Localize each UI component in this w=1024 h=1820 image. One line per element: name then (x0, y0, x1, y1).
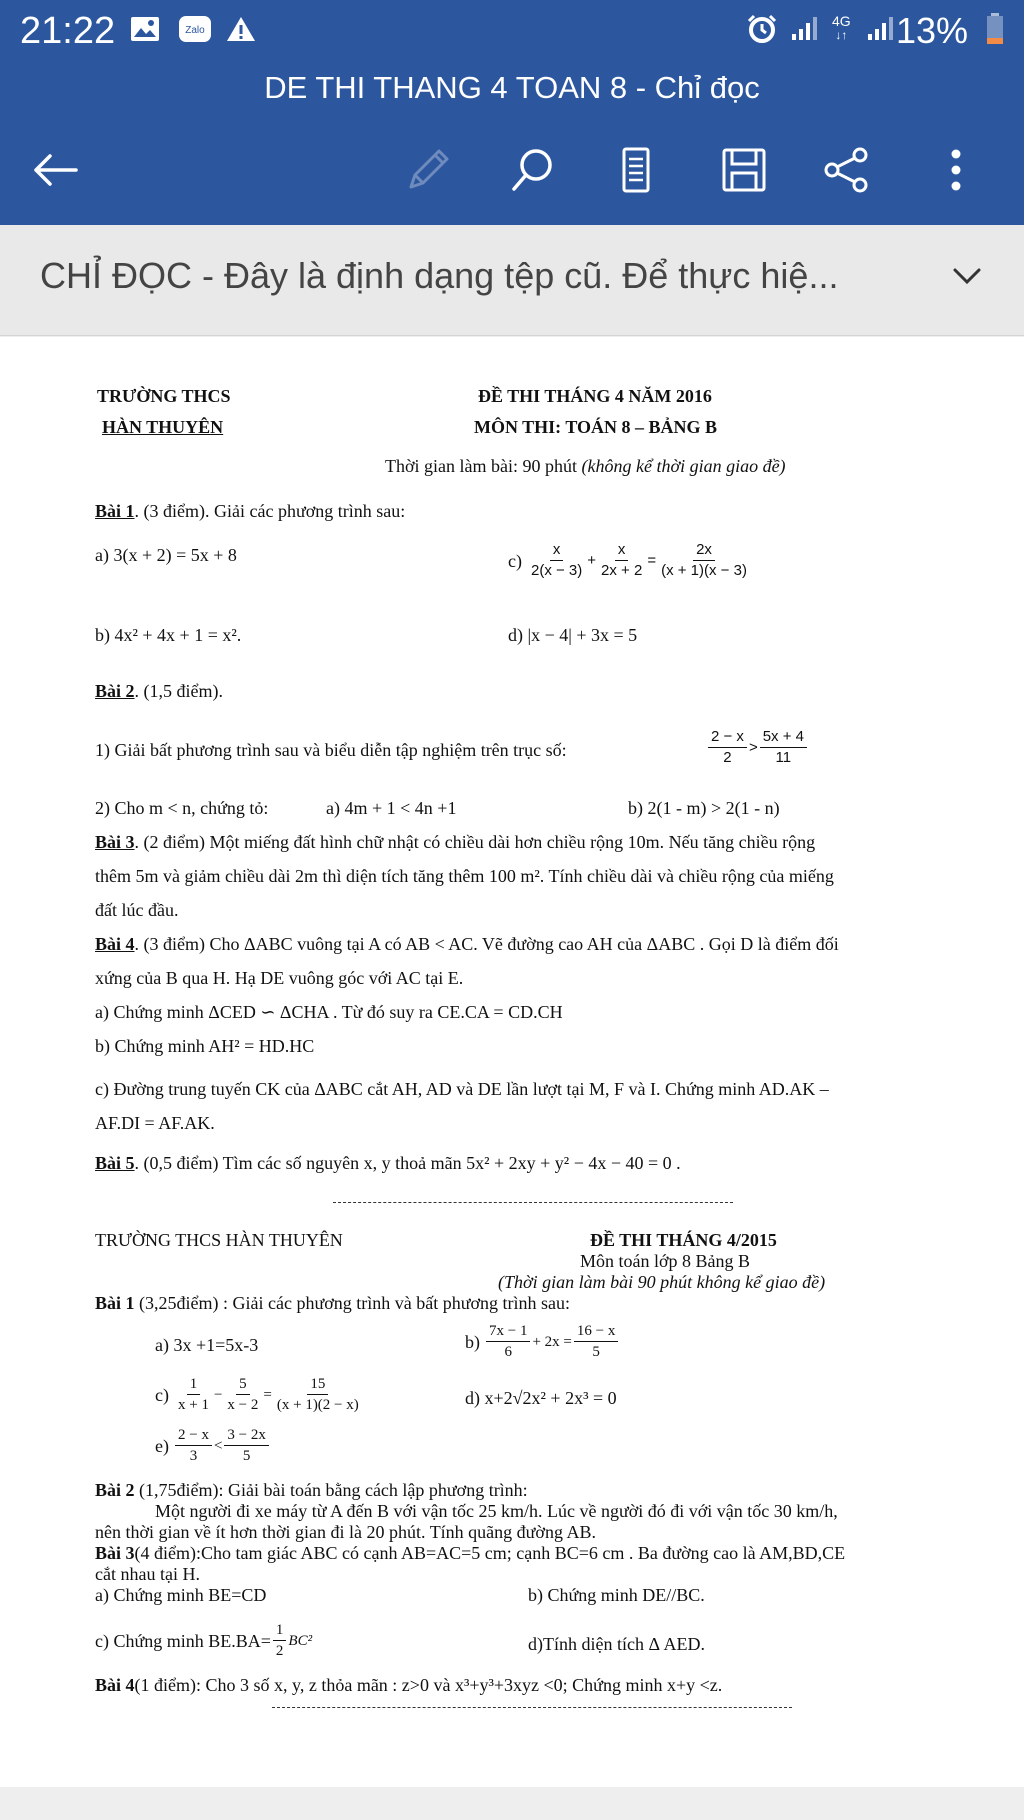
exam1-q-d: d) |x − 4| + 3x = 5 (508, 625, 638, 645)
chevron-down-icon (950, 259, 984, 293)
exam2-bai1-e (155, 1425, 271, 1466)
search-icon (508, 145, 558, 195)
exam2-bai1-heading (95, 1292, 570, 1314)
exam1-bai2-2: 2) Cho m < n, chứng tỏ: (95, 798, 269, 818)
frac-numerator: 7x − 1 (486, 1321, 530, 1342)
frac-numerator: 2 − x (708, 727, 747, 748)
section-divider (333, 1202, 733, 1203)
frac-numerator: 5 (236, 1374, 250, 1395)
back-button[interactable] (25, 140, 85, 200)
exam1-bai4-a: a) Chứng minh ΔCED ∽ ΔCHA . Từ đó suy ra CE.CA = CD.CH (95, 1002, 563, 1022)
battery-percent: 13% (895, 10, 968, 51)
exam2-bai2-line1: Một người đi xe máy từ A đến B với vận tốc 25 km/h. Lúc về người đó đi với vận tốc 30 km/h, (155, 1501, 838, 1521)
frac-numerator: 2 − x (175, 1425, 212, 1446)
save-button[interactable] (714, 140, 774, 200)
exam2-c-frac3 (274, 1374, 362, 1415)
exam1-bai4-line1 (95, 933, 839, 955)
frac-numerator: 2x (693, 540, 715, 561)
zalo-icon (178, 14, 212, 44)
frac-denominator: 2 (275, 1643, 284, 1659)
frac-denominator: 2(x − 3) (530, 562, 583, 579)
frac-denominator: 2 (723, 749, 732, 766)
exam2-bai3-c (95, 1620, 312, 1661)
exam2-bai1-c (155, 1374, 364, 1415)
exam1-bai4-label: Bài 4 (95, 934, 135, 954)
plus-sign: + (587, 551, 597, 569)
pen-icon (403, 145, 453, 195)
exam1-q-c-frac2 (598, 540, 645, 581)
bottom-gutter (0, 1787, 1024, 1820)
warning-icon (226, 14, 256, 44)
exam1-bai2-inequality (706, 727, 809, 768)
exam1-bai1-heading (95, 500, 405, 522)
exam1-time (385, 455, 786, 477)
exam1-bai3-text: . (2 điểm) Một miếng đất hình chữ nhật có chiều dài hơn chiều rộng 10m. Nếu tăng chiều rộng (134, 832, 816, 852)
exam1-bai3-line2: thêm 5m và giảm chiều dài 2m thì diện tích tăng thêm 100 m². Tính chiều dài và chiều rộng của miếng (95, 866, 834, 886)
exam1-q-c-frac1 (528, 540, 585, 581)
exam2-b-frac2 (574, 1321, 618, 1362)
read-only-banner[interactable] (0, 225, 1024, 336)
equals-sign: = (647, 551, 657, 569)
frac-denominator: 5 (242, 1448, 251, 1464)
exam1-bai2-text: . (1,5 điểm). (134, 681, 223, 701)
expand-banner-button[interactable] (950, 259, 984, 298)
frac-denominator: (x + 1)(2 − x) (276, 1397, 359, 1413)
frac-denominator: x + 1 (177, 1397, 209, 1413)
less-sign: < (213, 1437, 223, 1454)
frac-numerator: 3 − 2x (224, 1425, 268, 1446)
exam2-e-frac1 (175, 1425, 212, 1466)
exam1-time-text: Thời gian làm bài: 90 phút (385, 456, 577, 476)
exam1-bai3-line3: đất lúc đầu. (95, 900, 179, 920)
banner-message: CHỈ ĐỌC - Đây là định dạng tệp cũ. Để thực hiệ... (40, 255, 839, 296)
data-arrows-icon: ↓↑ (835, 28, 848, 42)
exam2-e-frac2 (224, 1425, 268, 1466)
network-label: 4G (832, 13, 851, 29)
exam1-bai5-label: Bài 5 (95, 1153, 135, 1173)
end-divider (272, 1707, 792, 1708)
exam1-bai5-text: . (0,5 điểm) Tìm các số nguyên x, y thoả mãn 5x² + 2xy + y² − 4x − 40 = 0 . (134, 1153, 681, 1173)
exam2-bai3-a: a) Chứng minh BE=CD (95, 1585, 267, 1605)
exam2-b-frac1 (486, 1321, 530, 1362)
exam2-bai3-c-frac (273, 1620, 287, 1661)
frac-numerator: 5x + 4 (760, 727, 807, 748)
back-arrow-icon (30, 150, 80, 190)
share-button[interactable] (817, 140, 877, 200)
exam1-subject: MÔN THI: TOÁN 8 – BẢNG B (474, 417, 718, 437)
document-title: DE THI THANG 4 TOAN 8 - Chỉ đọc (264, 70, 760, 105)
exam1-bai2-frac1 (708, 727, 747, 768)
toolbar (0, 110, 1024, 225)
frac-denominator: x − 2 (227, 1397, 259, 1413)
frac-denominator: 6 (504, 1344, 512, 1360)
exam2-bai2-line2: nên thời gian về ít hơn thời gian đi là 20 phút. Tính quãng đường AB. (95, 1522, 596, 1542)
exam1-bai1-text: . (3 điểm). Giải các phương trình sau: (134, 501, 406, 521)
exam1-bai4-c-line1: c) Đường trung tuyến CK của ΔABC cắt AH, AD và DE lần lượt tại M, F và I. Chứng minh AD.AK – (95, 1079, 829, 1099)
reading-mode-button[interactable] (606, 140, 666, 200)
save-icon (719, 145, 769, 195)
frac-numerator: x (615, 540, 629, 561)
battery-icon (986, 14, 1004, 44)
exam2-c-frac2 (224, 1374, 261, 1415)
frac-denominator: 5 (592, 1344, 600, 1360)
frac-denominator: 2x + 2 (601, 562, 643, 579)
network-type (832, 14, 851, 44)
exam1-bai2-heading (95, 680, 223, 702)
exam2-bai1-a: a) 3x +1=5x-3 (155, 1335, 259, 1355)
more-icon (946, 145, 966, 195)
frac-numerator: x (550, 540, 564, 561)
exam1-bai2-2a: a) 4m + 1 < 4n +1 (326, 798, 457, 818)
exam2-bai3-label: Bài 3 (95, 1543, 135, 1563)
exam2-bai2-text: (1,75điểm): Giải bài toán bằng cách lập phương trình: (134, 1480, 528, 1500)
exam1-bai4-c-line2: AF.DI = AF.AK. (95, 1113, 215, 1133)
gallery-icon (130, 14, 160, 44)
frac-denominator: 3 (189, 1448, 198, 1464)
search-button[interactable] (503, 140, 563, 200)
frac-numerator: 15 (307, 1374, 328, 1395)
exam2-subtitle: Môn toán lớp 8 Bảng B (580, 1251, 751, 1271)
exam1-bai5 (95, 1152, 681, 1174)
exam2-bai3-c-pre: c) Chứng minh BE.BA= (95, 1630, 271, 1651)
exam2-bai4-text: (1 điểm): Cho 3 số x, y, z thỏa mãn : z>0 và x³+y³+3xyz <0; Chứng minh x+y <z. (134, 1675, 723, 1695)
exam2-c-label: c) (155, 1384, 169, 1405)
exam1-bai3-line1 (95, 831, 815, 853)
more-options-button[interactable] (926, 140, 986, 200)
exam1-q-a: a) 3(x + 2) = 5x + 8 (95, 545, 237, 565)
exam1-bai4-b: b) Chứng minh AH² = HD.HC (95, 1036, 315, 1056)
document-page[interactable] (0, 337, 1024, 1787)
exam1-bai2-frac2 (760, 727, 807, 768)
exam1-bai3-label: Bài 3 (95, 832, 135, 852)
exam1-title: ĐỀ THI THÁNG 4 NĂM 2016 (478, 386, 712, 406)
exam2-bai1-d: d) x+2√2x² + 2x³ = 0 (465, 1388, 617, 1408)
signal-icon-2 (866, 14, 894, 44)
exam2-bai1-label: Bài 1 (95, 1293, 135, 1313)
exam2-time: (Thời gian làm bài 90 phút không kể giao đề) (498, 1272, 826, 1292)
exam2-e-label: e) (155, 1435, 169, 1456)
frac-denominator: (x + 1)(x − 3) (661, 562, 747, 579)
status-time: 21:22 (20, 10, 116, 52)
signal-icon-1 (790, 14, 818, 44)
exam2-bai4 (95, 1674, 722, 1696)
exam2-bai3-d: d)Tính diện tích Δ AED. (528, 1634, 706, 1654)
frac-numerator: 1 (187, 1374, 201, 1395)
frac-denominator: 11 (775, 749, 792, 766)
exam2-bai3-text: (4 điểm):Cho tam giác ABC có cạnh AB=AC=5 cm; cạnh BC=6 cm . Ba đường cao là AM,BD,CE (134, 1543, 846, 1563)
exam1-time-note: (không kể thời gian giao đề) (581, 456, 786, 476)
exam1-school-line2: HÀN THUYÊN (102, 417, 224, 437)
exam1-q-c (508, 540, 752, 581)
exam1-bai2-label: Bài 2 (95, 681, 135, 701)
exam2-school: TRƯỜNG THCS HÀN THUYÊN (95, 1230, 343, 1250)
exam2-bai2-heading (95, 1479, 528, 1501)
exam2-bai4-label: Bài 4 (95, 1675, 135, 1695)
share-icon (822, 145, 872, 195)
frac-numerator: 16 − x (574, 1321, 618, 1342)
exam2-b-label: b) (465, 1331, 480, 1352)
exam1-bai4-line2: xứng của B qua H. Hạ DE vuông góc với AC tại E. (95, 968, 464, 988)
edit-button[interactable] (398, 140, 458, 200)
exam2-title: ĐỀ THI THÁNG 4/2015 (590, 1230, 777, 1250)
svg-text:Zalo: Zalo (185, 25, 205, 36)
minus-sign: − (213, 1386, 223, 1403)
exam2-bai3-line1 (95, 1542, 845, 1564)
exam2-b-mid: + 2x = (532, 1333, 572, 1350)
exam1-q-c-label: c) (508, 550, 522, 571)
exam1-q-c-frac3 (658, 540, 750, 581)
exam2-c-frac1 (175, 1374, 212, 1415)
exam1-bai1-label: Bài 1 (95, 501, 135, 521)
exam1-bai2-2b: b) 2(1 - m) > 2(1 - n) (628, 798, 780, 818)
exam1-bai2-1: 1) Giải bất phương trình sau và biểu diễn tập nghiệm trên trục số: (95, 740, 567, 760)
greater-sign: > (748, 738, 758, 756)
alarm-icon (746, 14, 778, 44)
exam2-bai2-label: Bài 2 (95, 1480, 135, 1500)
exam2-bai3-c-post: BC² (288, 1632, 313, 1649)
status-bar (0, 0, 1024, 62)
exam1-q-b: b) 4x² + 4x + 1 = x². (95, 625, 242, 645)
exam2-bai3-b: b) Chứng minh DE//BC. (528, 1585, 705, 1605)
frac-numerator: 1 (273, 1620, 287, 1641)
reading-mode-icon (616, 145, 656, 195)
exam2-bai1-b (465, 1321, 620, 1362)
equals-sign: = (263, 1386, 272, 1403)
exam2-bai1-text: (3,25điểm) : Giải các phương trình và bất phương trình sau: (134, 1293, 570, 1313)
exam1-bai4-text: . (3 điểm) Cho ΔABC vuông tại A có AB < AC. Vẽ đường cao AH của ΔABC . Gọi D là điểm đối (134, 934, 839, 954)
exam1-school-line1: TRƯỜNG THCS (97, 386, 231, 406)
exam2-bai3-line2: cắt nhau tại H. (95, 1564, 200, 1584)
